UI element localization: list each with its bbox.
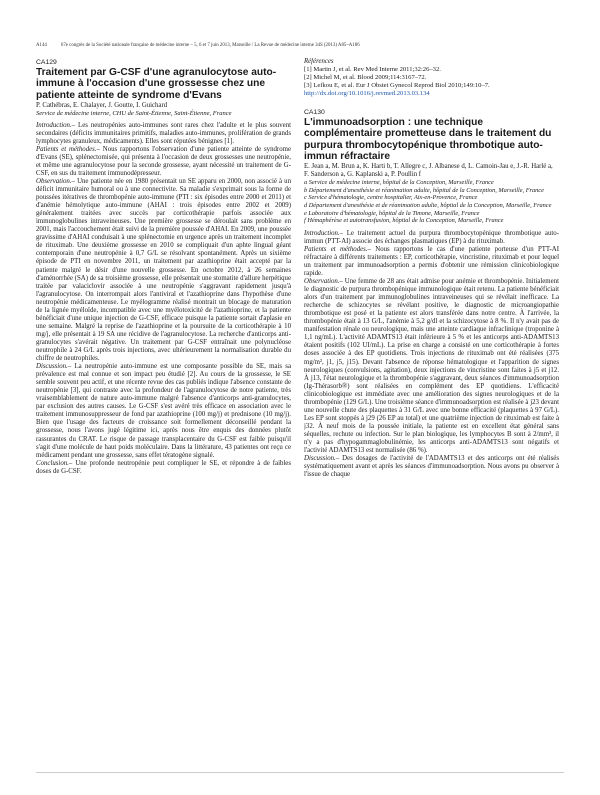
- paragraph-text: Nous rapportons le cas d'une patiente porteuse d'un PTT-AI réfractaire à différents traitements : EP, corticothérapie, vincristine, rituximab et pour lequel un traitement par immunoadsorption a permis d'obtenir une rémission clinicobiologique rapide.: [304, 245, 559, 277]
- running-header: [36, 40, 564, 52]
- paragraph-text: Le traitement actuel du purpura thrombocytopénique thrombotique auto-immun (PTT-AI) associe des échanges plasmatiques (EP) à du rituximab.: [304, 229, 559, 245]
- paragraph-text: Des dosages de l'activité de l'ADAMTS13 et des anticorps ont été réalisés systématiquement avant et après les séances d'immunoadsorption. Nous avons pu observer à l'issue de chaque: [304, 455, 559, 479]
- reference-item: [1] Martin J, et al. Rev Med Interne 2011;32:26–32.: [304, 66, 441, 73]
- doi-link[interactable]: http://dx.doi.org/10.1016/j.revmed.2013.03.134: [304, 90, 430, 97]
- affiliation-item: f Hémaphérèse et autotransfusion, hôpital de la Conception, Marseille, France: [304, 217, 504, 225]
- paragraph-conclusion: [36, 460, 291, 476]
- affiliation-item: a Service de médecine interne, hôpital de la Conception, Marseille, France: [304, 179, 494, 187]
- paragraph-discussion: [36, 363, 291, 460]
- section-lead: Patients et méthodes.–: [304, 245, 371, 253]
- affiliation: Service de médecine interne, CHU de Saint-Étienne, Saint-Étienne, France: [36, 109, 232, 117]
- author-list: P. Cathébras, E. Chalayer, J. Goutte, I. Guichard: [36, 101, 168, 109]
- affiliation-list: [304, 179, 559, 225]
- abstract-id: CA130: [304, 109, 325, 116]
- abstract-title: Traitement par G-CSF d'une agranulocytose auto-immune à l'occasion d'une grossesse chez une patiente atteinte de syndrome d'Evans: [36, 67, 277, 101]
- affiliation-item: b Département d'anesthésie et réanimation adulte, hôpital de la Conception, Marseille, France: [304, 186, 544, 194]
- author-list: E. Jean a, M. Brun a, K. Harti b, T. Allegre c, J. Albanese d, L. Camoin-Jau e, J.-R. Harlé a, F. Sanderson a, G. Kaplanski a, P. Poullin f: [304, 163, 553, 179]
- paragraph-introduction: [304, 230, 559, 246]
- section-lead: Patients et méthodes.–: [36, 145, 100, 153]
- section-lead: Introduction.–: [304, 229, 344, 237]
- right-column: [304, 58, 559, 770]
- footer-divider: [36, 772, 564, 773]
- paragraph-introduction: [36, 122, 291, 146]
- paragraph-text: Les neutropénies auto-immunes sont rares chez l'adulte et le plus souvent secondaires (déficits immunitaires primitifs, maladies auto-immunes, prolifération de grands lymphocytes granuleux, médicaments). Elles sont réputées bénignes [1].: [36, 121, 291, 145]
- paragraph-observation: [36, 178, 291, 363]
- reference-item: [2] Michel M, et al. Blood 2009;114:3167–72.: [304, 74, 427, 81]
- paragraph-text: Une profonde neutropénie peut compliquer le SE, et répondre à de faibles doses de G-CSF.: [36, 459, 291, 475]
- affiliation-item: d Département d'anesthésie et de réanimation adulte, hôpital de la Conception, Marseille, France: [304, 201, 552, 209]
- paragraph-text: Une patiente née en 1980 présentait un SE apparu en 2000, non associé à un déficit immunitaire humoral ou à une connectivite. Sa maladie s'exprimait sous la forme de poussées itératives de thrombopénie auto-immune (PTI : six épisodes entre 2000 et 2011) et d'anémie hémolytique auto-immune (AHAI : trois épisodes entre 2002 et 2009) généralement traitées avec succès par corticothérapie parfois associée aux immunoglobulines intraveineuses. Une première grossesse se déroulait sans problème en 2001, mais l'accouchement était suivi de la première poussée d'AHAI. En 2009, une poussée gravissime d'AHAI conduisait à une splénectomie en urgence après un traitement incomplet de rituximab. Une deuxième grossesse en 2010 se compliquait d'un aphte lingual géant contemporain d'une neutropénie à 0,7 G/L se résolvant spontanément. Après un sixième épisode de PTI en novembre 2011, un traitement par azathioprine était accepté par la patiente malgré le désir d'une nouvelle grossesse. En octobre 2012, à 26 semaines d'aménorrhée (SA) de sa troisième grossesse, elle présentait une stomatite d'allure herpétique traitée par valaciclovir associée à une neutropénie s'aggravant rapidement jusqu'à l'agranulocytose. On interrompait alors l'antiviral et l'azathioprine dans l'hypothèse d'une neutropénie médicamenteuse. Le myélogramme réalisé montrait un blocage de maturation de la lignée myéloïde, incompatible avec une myélotoxicité de l'azathioprine, et la patiente bénéficiait d'une unique injection de G-CSF, efficace puisque la patiente sortait d'aplasie en une semaine. Malgré la reprise de l'azathioprine et la poursuite de la corticothérapie à 10 mg/j, elle présentait à 19 SA une récidive de l'agranulocytose. La recherche d'anticorps anti-granulocytes s'avérait négative. Un traitement par G-CSF entraînait une polynucléose neutrophile à 24 G/L après trois injections, avec ultérieurement la normalisation durable du chiffre de neutrophiles.: [36, 178, 291, 363]
- page-number: A144: [36, 43, 47, 48]
- affiliation-item: c Service d'hématologie, centre hospitalier, Aix-en-Provence, France: [304, 194, 478, 202]
- paragraph-text: La neutropénie auto-immune est une composante possible du SE, mais sa prévalence est mal connue et son impact peu étudié [2]. Au cours de la grossesse, le SE semble souvent peu actif, et une récente revue des cas publiés indique l'absence constante de neutropénie [3], qui contraste avec la profondeur de l'agranulocytose de notre patiente, très vraisemblablement de nature auto-immune malgré l'absence d'anticorps anti-granulocytes, par exclusion des autres causes. Le G-CSF s'est avéré très efficace en association avec le traitement immunosuppresseur de fond par azathioprine (100 mg/j) et prednisone (10 mg/j). Bien que l'usage des facteurs de croissance soit formellement déconseillé pendant la grossesse, nous l'avons jugé légitime ici, après nous être enquis des données plutôt rassurantes du CRAT. Le risque de passage transplacentaire du G-CSF est faible puisqu'il s'agit d'une molécule de haut poids moléculaire. Dans la littérature, 43 patientes ont reçu ce médicament pendant une grossesse, sans effet tératogène signalé.: [36, 363, 291, 459]
- section-lead: Observation.–: [36, 178, 75, 186]
- references-heading: Références: [304, 58, 334, 65]
- section-lead: Observation.–: [304, 278, 343, 286]
- abstract-id: CA129: [36, 59, 57, 66]
- affiliation-item: e Laboratoire d'hématologie, hôpital de la Timone, Marseille, France: [304, 209, 480, 217]
- section-lead: Discussion.–: [36, 363, 72, 371]
- section-lead: Conclusion.–: [36, 459, 73, 467]
- paragraph-observation: [304, 278, 559, 455]
- running-title: 67e congrès de la Société nationale française de médecine interne – 5, 6 et 7 juin 2013, Marseille / La Revue de médecine interne 34S (2013) A85–A186: [60, 43, 360, 48]
- reference-item: [3] Lefkou E, et al. Eur J Obstet Gynecol Reprod Biol 2010;149:10–7.: [304, 82, 490, 89]
- section-lead: Introduction.–: [36, 121, 76, 129]
- paragraph-discussion: [304, 455, 559, 479]
- paragraph-text: Nous rapportons l'observation d'une patiente atteinte de syndrome d'Evans (SE), splénectomisée, qui présenta à l'occasion de deux grossesses une neutropénie, et même une agranulocytose pour la seconde grossesse, ayant nécessité un traitement de G-CSF, en sus du traitement immunodépresseur.: [36, 145, 291, 177]
- paragraph-methods: [304, 246, 559, 278]
- left-column: [36, 58, 291, 758]
- section-lead: Discussion.–: [304, 455, 340, 463]
- abstract-title: L'immunoadsorption : une technique complémentaire prometteuse dans le traitement du purpura thrombocytopénique thrombotique auto-immun réfractaire: [304, 117, 552, 162]
- paragraph-methods: [36, 146, 291, 178]
- paragraph-text: Une femme de 28 ans était admise pour anémie et thrombopénie. Initialement le diagnostic de purpura thrombopénique immunologique était retenu. La patiente bénéficiait alors d'un traitement par immunoglobulines intraveineuses qui se révélait inefficace. La recherche de schizocytes se révélant positive, le diagnostic de microangiopathie thrombotique est posé et la patiente est alors transférée dans notre centre. À l'arrivée, la thrombopénie était à 13 G/L, l'anémie à 5,2 g/dl et la schizocytose à 8 %. Il n'y avait pas de manifestation rénale ou neurologique, mais une atteinte cardiaque infraclinique (troponine à 1,1 ng/mL). L'activité ADAMTS13 était inférieure à 5 % et les anticorps anti-ADAMTS13 étaient positifs (102 UI/mL). La prise en charge a consisté en une corticothérapie à fortes doses associée à des EP quotidiens. Trois injections de rituximab ont été réalisées (375 mg/m², j1, j5, j15). Devant l'absence de réponse hématologique et l'apparition de signes neurologiques (convulsions, agitation), deux injections de vincristine sont faites à j5 et j12. À j13, l'état neurologique et la thrombopénie s'aggravant, deux séances d'immunoadsorption (Ig-Thérasorb®) sont réalisées en complément des EP quotidiens. L'efficacité clinicobiologique est immédiate avec une amélioration des signes neurologiques et de la thrombopénie (129 G/L). Une troisième séance d'immunoadsorption est réalisée à j23 devant une nouvelle chute des plaquettes à 31 G/L avec une bonne efficacité (plaquettes à 97 G/L). Les EP sont stoppés à j29 (26 EP au total) et une quatrième injection de rituximab est faite à j32. À neuf mois de la poussée initiale, la patiente est en excellent état général sans séquelles, rechute ou infection. Sur le plan biologique, les lymphocytes B sont à 2/mm³, il n'y a pas d'hypogammaglobulinémie, les anticorps anti-ADAMTS13 sont négatifs et l'activité ADAMTS13 est normalisée (86 %).: [304, 278, 559, 455]
